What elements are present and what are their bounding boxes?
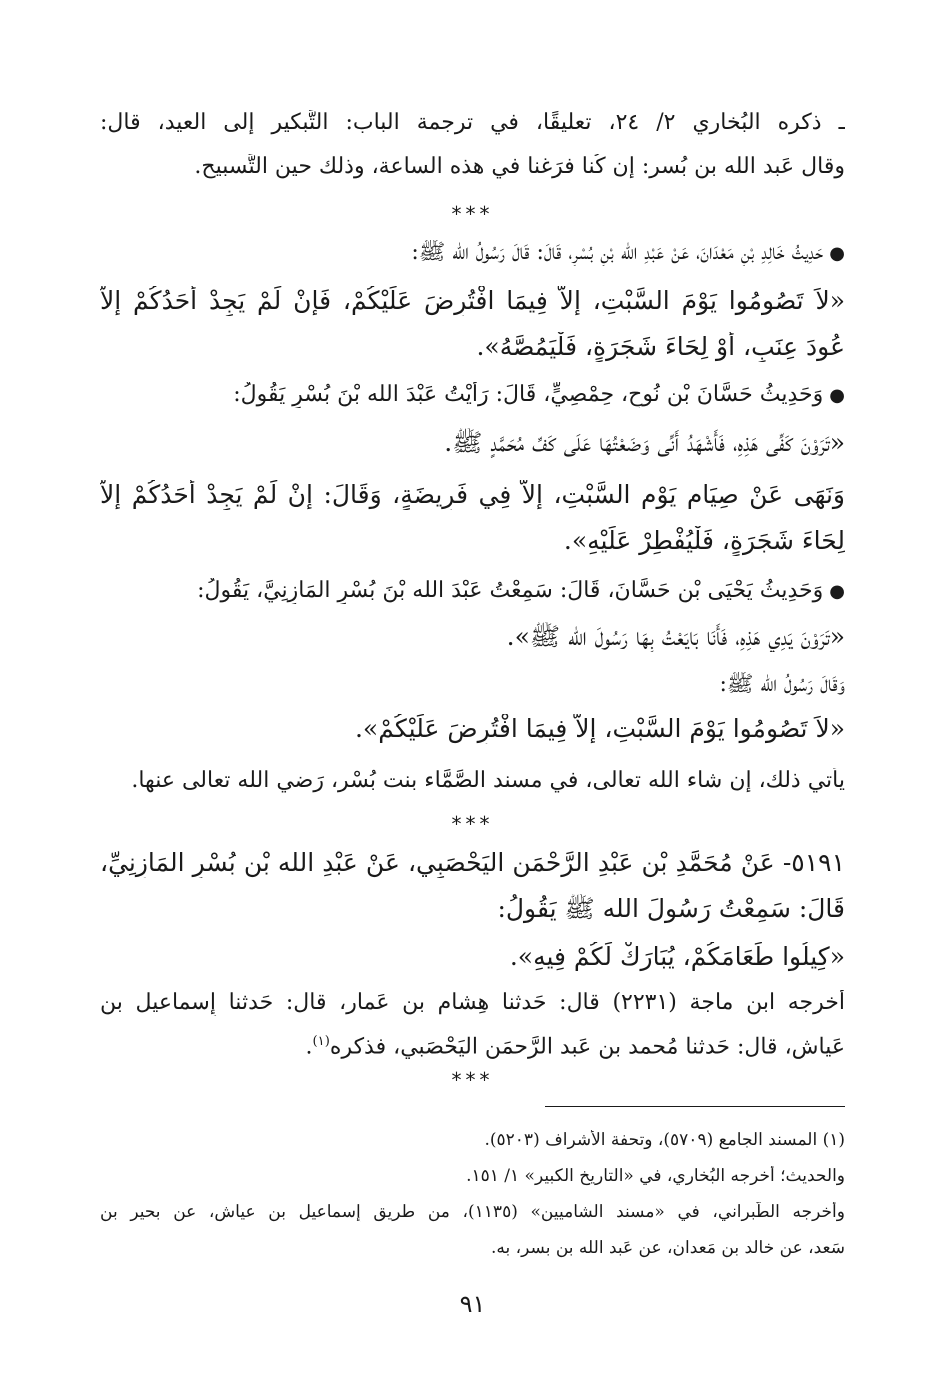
hadith-5191-line-1: ٥١٩١- عَنْ مُحَمَّدِ بْنِ عَبْدِ الرَّحْمَنِ اليَحْصَبِي، عَنْ عَبْدِ الله بْنِ بُسْرٍ المَازِنِيِّ، <box>100 848 845 877</box>
page-number: ٩١ <box>459 1290 486 1318</box>
text-line-2: وقال عَبد الله بن بُسر: إن كُنا فرَغنا في هذه الساعة، وذلك حين التَّسبيح. <box>194 154 845 179</box>
hadith-text-line-2: عُودَ عِنَبٍ، أَوْ لِحَاءَ شَجَرَةٍ، فَلْيَمُصَّهُ». <box>476 332 845 361</box>
footnote-ref[interactable]: (١) <box>312 1034 330 1049</box>
hadith-intro-2-text: وَحَدِيثُ حَسَّانَ بْنِ نُوحٍ، حِمْصِيٍّ، قَالَ: رَأَيْتُ عَبْدَ الله بْنَ بُسْرٍ يَقُولُ: <box>233 382 824 407</box>
section-separator-2: *** <box>451 812 494 836</box>
footnote-1: (١) المسند الجامع (٥٧٠٩)، وتحفة الأشراف (٥٢٠٣). <box>484 1130 845 1150</box>
section-separator-1: *** <box>451 202 494 226</box>
hadith-text-line-6: «تَرَوْنَ يَدِي هَذِهِ، فَأَنَا بَايَعْتُ بِهَا رَسُولَ الله ﷺ». <box>506 622 845 651</box>
text-line-1: ـ ذكره البُخاري ٢/ ٢٤، تعليقًا، في ترجمة الباب: التَّبكير إلى العيد، قال: <box>100 110 845 135</box>
hadith-text-line-5: لِحَاءَ شَجَرَةٍ، فَلْيُفْطِرْ عَلَيْهِ». <box>563 526 845 555</box>
hadith-5191-line-2: قَالَ: سَمِعْتُ رَسُولَ الله ﷺ يَقُولُ: <box>497 894 845 923</box>
hadith-intro-3 <box>100 578 845 604</box>
takhrij-line-2: عَياش، قال: حَدثنا مُحمد بن عَبد الرَّحمَن اليَحْصَبي، فذكره$^{(١)}$. <box>305 1034 845 1060</box>
footnote-divider <box>545 1106 845 1107</box>
takhrij-line-2-text: عَياش، قال: حَدثنا مُحمد بن عَبد الرَّحمَن اليَحْصَبي، فذكره <box>329 1034 845 1060</box>
hadith-text-line-3: «تَرَوْنَ كَفِّي هَذِهِ، فَأَشْهَدُ أَنِّي وَضَعْتُهَا عَلَى كَفِّ مُحَمَّدٍ ﷺ. <box>444 428 845 457</box>
hadith-text-line-1: «لاَ تَصُومُوا يَوْمَ السَّبْتِ، إِلاَّ فِيمَا افْتُرِضَ عَلَيْكُمْ، فَإِنْ لَمْ يَجِدْ أَحَدُكُمْ إِلاَّ <box>100 286 845 315</box>
footnote-2: والحديث؛ أخرجه البُخاري، في «التاريخ الكبير» ١/ ١٥١. <box>466 1166 845 1186</box>
footnote-4: سَعد، عن خالد بن مَعدان، عن عَبد الله بن بسر، به. <box>491 1238 845 1258</box>
hadith-text-line-8: «لاَ تَصُومُوا يَوْمَ السَّبْتِ، إِلاَّ فِيمَا افْتُرِضَ عَلَيْكُمْ». <box>354 714 845 743</box>
hadith-intro-1 <box>100 240 845 266</box>
takhrij-line-1: أخرجه ابن ماجة (٢٢٣١) قال: حَدثنا هِشام بن عَمار، قال: حَدثنا إِسماعيل بن <box>100 990 845 1015</box>
cross-reference-note: يأتي ذلك، إن شاء الله تعالى، في مسند الصَّمَّاء بنت بُسْر، رَضي الله تعالى عنها. <box>131 768 845 793</box>
bullet-icon: ● <box>829 385 845 406</box>
footnote-3: وأخرجه الطَّبراني، في «مسند الشاميين» (١١٣٥)، من طريق إِسماعيل بن عياش، عن بحير بن <box>100 1202 845 1222</box>
bullet-icon: ● <box>829 581 845 602</box>
hadith-intro-1-text: حَدِيثُ خَالِدِ بْنِ مَعْدَانَ، عَنْ عَبْدِ الله بْنِ بُسْرٍ، قَالَ: قَالَ رَسُولُ الله ﷺ: <box>411 240 824 265</box>
bullet-icon: ● <box>829 243 845 264</box>
hadith-text-line-4: وَنَهَى عَنْ صِيَامِ يَوْمِ السَّبْتِ، إِلاَّ فِي فَرِيضَةٍ، وَقَالَ: إِنْ لَمْ يَجِدْ أَحَدُكُمْ إِلاَّ <box>100 480 845 509</box>
hadith-5191-line-3: «كِيلُوا طَعَامَكُمْ، يُبَارَكْ لَكُمْ فِيهِ». <box>509 942 845 971</box>
section-separator-3: *** <box>451 1068 494 1092</box>
hadith-text-line-7: وَقَالَ رَسُولُ الله ﷺ: <box>719 672 845 697</box>
hadith-intro-3-text: وَحَدِيثُ يَحْيَى بْنِ حَسَّانَ، قَالَ: سَمِعْتُ عَبْدَ الله بْنَ بُسْرٍ المَازِنِيَّ، يَقُولُ: <box>197 578 824 603</box>
hadith-intro-2 <box>100 382 845 408</box>
